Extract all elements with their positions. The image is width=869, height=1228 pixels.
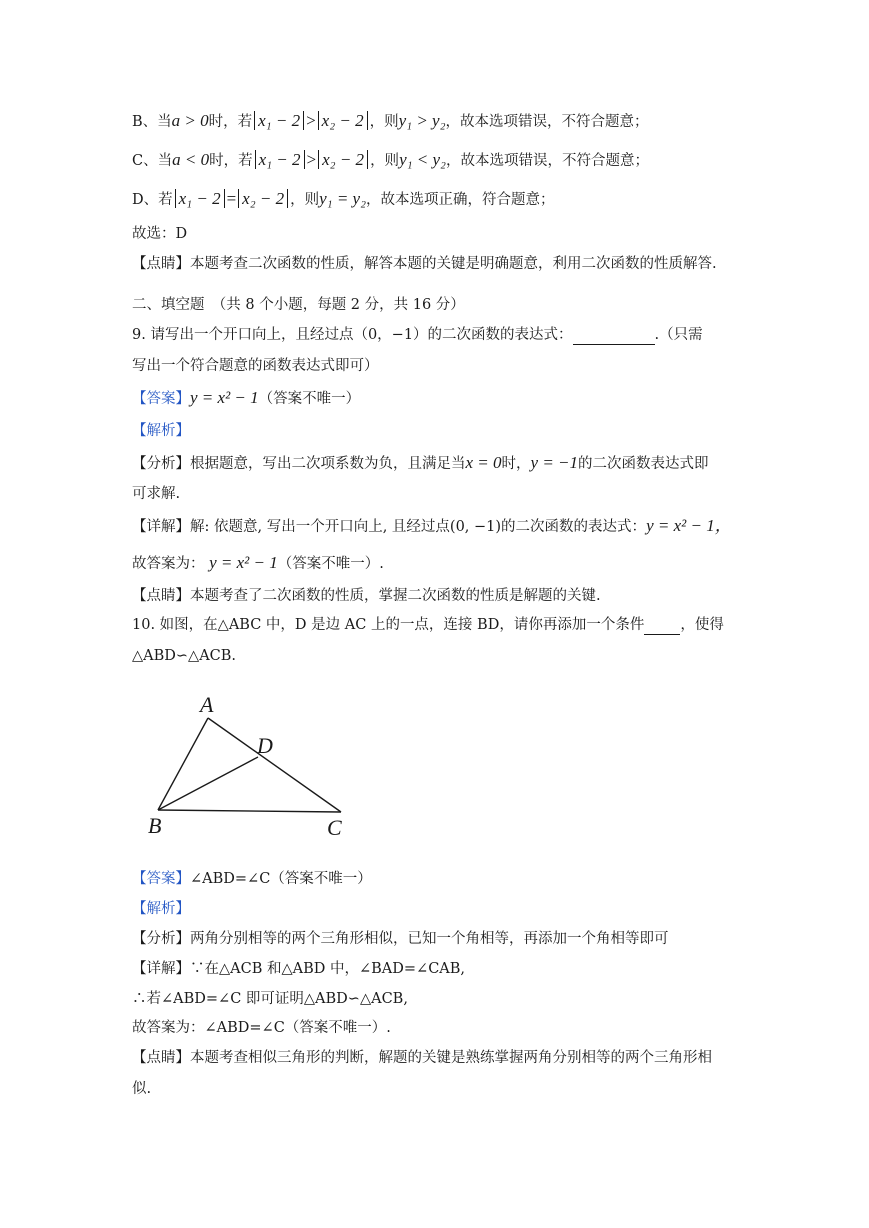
q10-step3: 故答案为：∠ABD=∠C（答案不唯一）. [132,1020,391,1036]
fenxi-label: 【分析】 [132,931,190,947]
option-c-tail: ，故本选项错误，不符合题意； [445,153,649,169]
option-b-then: ，则 [369,114,399,130]
option-c-condition: a < 0 [172,150,210,169]
q10-line2: △ABD∽△ACB. [132,648,237,664]
q8-choice: 故选：D [132,226,188,242]
q9-stem: 9. 请写出一个开口向上，且经过点（0，−1）的二次函数的表达式： [132,327,573,343]
q9-fenxi-math2: y = −1 [530,453,579,472]
q9-fenxi-c: 的二次函数表达式即 [578,456,709,472]
option-d-prefix: D、若 [132,192,173,208]
q9-fenxi-a: 根据题意，写出二次项系数为负，且满足当 [190,456,466,472]
option-d-abs1: x₁ − 2 [175,189,225,208]
option-b-condition: a > 0 [171,111,209,130]
q10-xiangjie [132,959,465,979]
q10-dianjing [132,1048,712,1068]
vertex-b-label: B [148,813,162,838]
dianjing-label: 【点睛】 [132,256,190,272]
option-d-result: y₁ = y₂ [319,189,366,208]
option-b-abs1: x₁ − 2 [254,111,304,130]
q9-answer-math: y = x² − 1 [190,388,259,407]
xiangjie-label: 【详解】 [132,519,190,535]
q9-answer-note: （答案不唯一） [258,391,361,407]
option-c-prefix: C、当 [132,153,173,169]
fenxi-label: 【分析】 [132,456,190,472]
dianjing-text: 本题考查二次函数的性质，解答本题的关键是明确题意，利用二次函数的性质解答. [190,256,717,272]
option-d-then: ，则 [290,192,320,208]
answer-label: 【答案】 [132,871,190,887]
option-c-gt: > [306,150,317,169]
section-heading: 二、填空题 （共 8 个小题，每题 2 分，共 16 分） [132,297,465,313]
option-b-mid: 时，若 [208,114,253,130]
dianjing-label: 【点睛】 [132,1050,190,1066]
q10-stem: 10. 如图，在△ABC 中，D 是边 AC 上的一点，连接 BD，请你再添加一个条件 [132,617,645,633]
dianjing-label: 【点睛】 [132,588,190,604]
q10-dianjing-line2: 似. [132,1081,152,1097]
option-d-tail: ，故本选项正确，符合题意； [366,192,555,208]
q9-jiexi-label: 【解析】 [132,423,190,439]
answer-label: 【答案】 [132,391,190,407]
q10-dianjing-text: 本题考查相似三角形的判断，解题的关键是熟练掌握两角分别相等的两个三角形相 [190,1050,712,1066]
option-c-then: ，则 [370,153,400,169]
q9-line2: 写出一个符合题意的函数表达式即可） [132,358,379,374]
side-bc [158,810,341,812]
option-d-eq: = [226,189,237,208]
vertex-d-label: D [257,733,273,758]
option-b-gt: > [306,111,316,130]
option-c-abs1: x₁ − 2 [255,150,305,169]
q10-answer [132,869,372,889]
q9-dianjing-text: 本题考查了二次函数的性质，掌握二次函数的性质是解题的关键. [190,588,601,604]
q9-guda-math: y = x² − 1 [209,553,278,572]
q9-guda-note: （答案不唯一）. [277,556,384,572]
q9-stem-tail: .（只需 [654,327,703,343]
option-b-prefix: B、当 [132,114,172,130]
option-b-result: y₁ > y₂ [398,111,446,130]
side-ac [208,718,341,812]
option-d-abs2: x₂ − 2 [238,189,288,208]
q10-answer-text: ∠ABD=∠C（答案不唯一） [190,871,372,887]
q9-xiangjie-math: y = x² − 1， [646,516,732,535]
vertex-a-label: A [200,692,214,717]
q9-fenxi-b: 时， [501,456,531,472]
q9-guda-label: 故答案为： [132,556,205,572]
q10-step2: ∴若∠ABD=∠C 即可证明△ABD∽△ACB, [132,991,408,1007]
option-c-abs2: x₂ − 2 [318,150,368,169]
q10-fenxi [132,929,669,949]
q10-fenxi-text: 两角分别相等的两个三角形相似，已知一个角相等，再添加一个角相等即可 [190,931,669,947]
option-c-result: y₁ < y₂ [399,150,446,169]
q10-xiangjie-text: ∵在△ACB 和△ABD 中，∠BAD=∠CAB, [190,961,466,977]
q9-xiangjie-text: 解: 依题意, 写出一个开口向上, 且经过点(0, −1)的二次函数的表达式： [190,519,647,535]
xiangjie-label: 【详解】 [132,961,190,977]
q10-jiexi-label: 【解析】 [132,901,190,917]
option-c-mid: 时，若 [209,153,253,169]
q9-fenxi-math1: x = 0 [465,453,502,472]
q9-fenxi-line2: 可求解. [132,486,181,502]
option-b-abs2: x₂ − 2 [318,111,368,130]
q10-stem-tail: ，使得 [680,617,724,633]
option-b-tail: ，故本选项错误，不符合题意； [445,114,649,130]
vertex-c-label: C [327,815,342,840]
